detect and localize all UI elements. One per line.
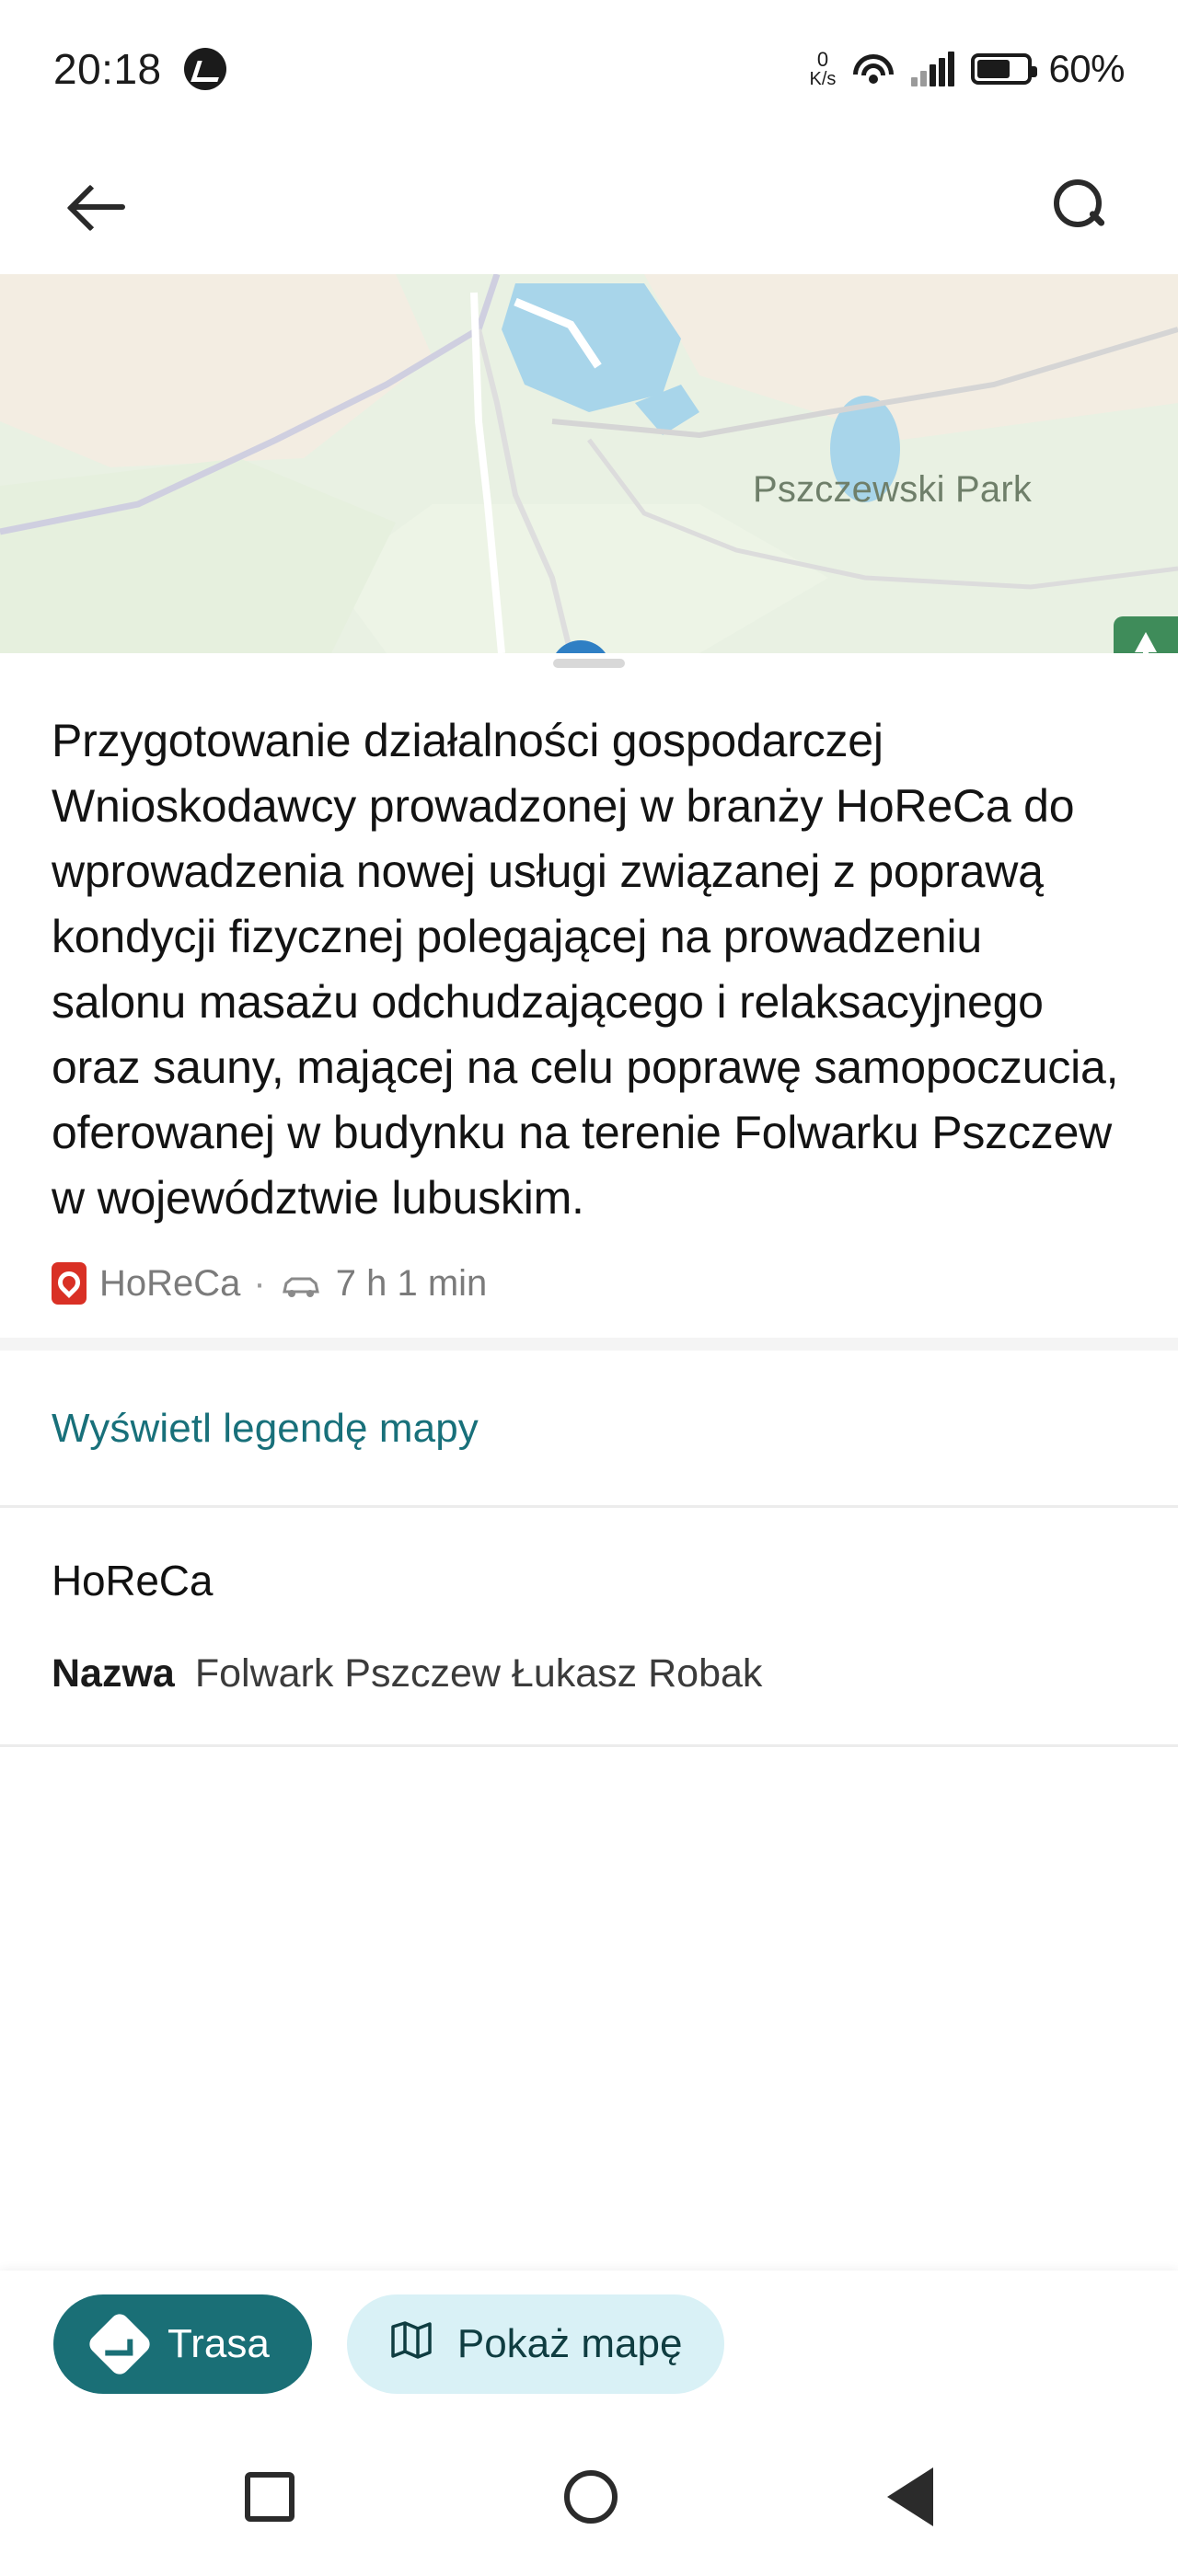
sheet-drag-handle[interactable] [553,659,625,668]
action-bar [0,2271,1178,2418]
section-title: HoReCa [52,1557,214,1604]
place-meta-row [0,1231,1178,1338]
back-arrow-icon [72,182,127,230]
battery-percent: 60% [1048,47,1125,90]
name-field-value: Folwark Pszczew Łukasz Robak [194,1651,763,1696]
recents-square-icon[interactable] [245,2472,294,2522]
location-pin-icon [52,1262,87,1305]
status-bar-left [53,44,226,94]
meta-separator: · [253,1262,266,1304]
app-bar [0,138,1178,274]
network-speed-unit: K/s [809,69,837,89]
map-graphics [0,274,1178,653]
search-icon [1050,178,1107,235]
show-map-button[interactable] [347,2294,725,2394]
route-button-label: Trasa [167,2321,270,2366]
map-icon [389,2319,433,2370]
network-speed-value: 0 [816,48,829,71]
messenger-icon [184,48,226,90]
cellular-signal-icon [911,52,954,86]
search-button[interactable] [1040,167,1117,245]
show-map-button-label: Pokaż mapę [456,2321,683,2366]
map-place-pin[interactable] [550,640,611,653]
status-bar [0,0,1178,138]
back-triangle-icon[interactable] [887,2467,933,2526]
battery-icon [971,53,1032,85]
status-bar-right [810,47,1125,91]
home-circle-icon[interactable] [564,2470,618,2524]
car-icon [279,1269,323,1298]
travel-time: 7 h 1 min [335,1262,488,1304]
system-nav-bar [0,2418,1178,2576]
wifi-icon [852,52,895,86]
network-speed-indicator [810,50,837,88]
map-area-label: Pszczewski Park [753,469,1033,510]
detail-sheet [0,659,1178,1747]
route-button[interactable] [53,2294,312,2394]
project-description: Przygotowanie działalności gospodarczej Wnioskodawcy prowadzonej w branży HoReCa do wprowadzenia nowej usługi związanej z poprawą kondycji fizycznej polegającej na prowadzeniu salonu masażu odchudzającego i relaksacyjnego oraz sauny, mającej na celu poprawę samopoczucia, oferowanej w budynku na terenie Folwarku Pszczew w województwie lubuskim. [52,715,1119,1224]
horeca-section [0,1508,1178,1605]
status-time: 20:18 [53,45,162,93]
back-button[interactable] [61,167,138,245]
national-park-badge[interactable] [1114,616,1178,653]
directions-icon [86,2310,154,2378]
section-gap [0,1338,1178,1351]
place-category: HoReCa [99,1262,241,1304]
divider-bottom [0,1744,1178,1747]
name-field-label: Nazwa [52,1651,175,1696]
map-view[interactable] [0,274,1178,653]
map-legend-link[interactable]: Wyświetl legendę mapy [52,1406,479,1451]
name-field-row [0,1605,1178,1744]
